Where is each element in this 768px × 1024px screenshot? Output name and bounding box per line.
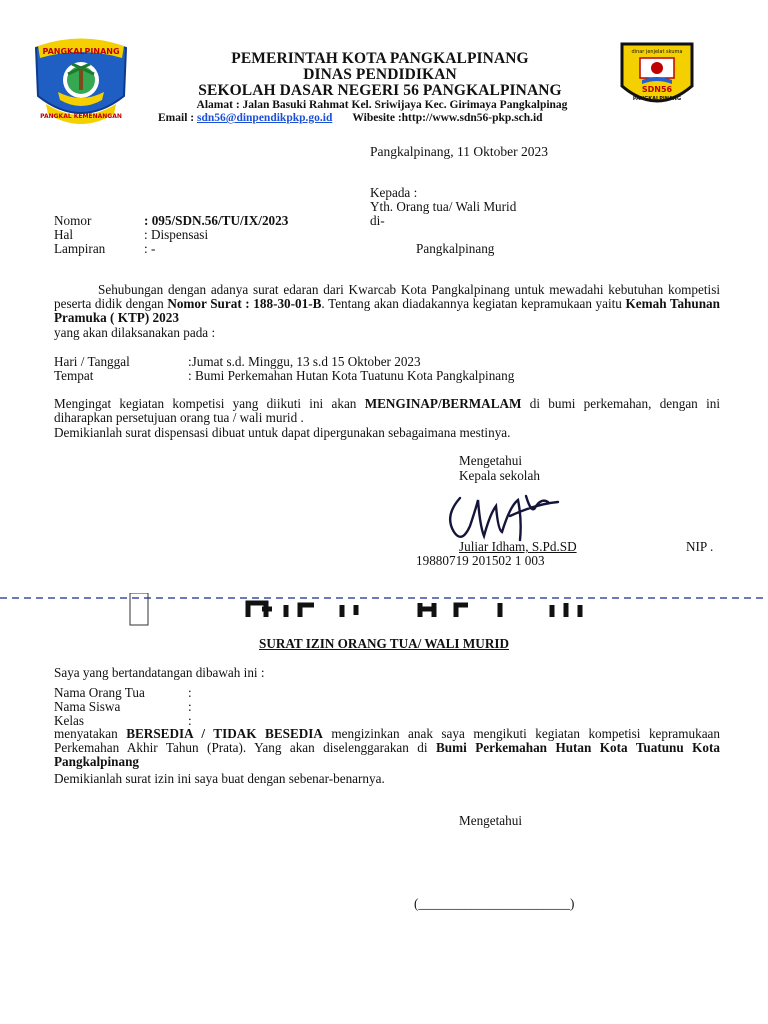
recipient-yth: Yth. Orang tua/ Wali Murid (370, 199, 517, 214)
city-emblem-logo (28, 34, 134, 126)
form-mengetahui: Mengetahui (459, 813, 522, 828)
recipient-city: Pangkalpinang (416, 241, 495, 256)
meta-hal-value: : Dispensasi (144, 227, 209, 242)
stmt-consent-choice: BERSEDIA / TIDAK BESEDIA (126, 726, 323, 741)
form-parent-field[interactable]: : (188, 685, 192, 700)
paragraph-overnight (54, 397, 720, 425)
para2-text-c: di bumi perkemahan, dengan ini diharapkan persetujuan orang tua / wali murid . (54, 396, 720, 425)
letterhead-government: PEMERINTAH KOTA PANGKALPINANG (231, 50, 529, 67)
letterhead-school: SEKOLAH DASAR NEGERI 56 PANGKALPINANG (198, 82, 562, 99)
meta-lampiran-value: : - (144, 241, 156, 256)
svg-text:PANGKALPINANG: PANGKALPINANG (632, 96, 682, 102)
meta-nomor-label: Nomor (54, 213, 92, 228)
para1-text-c: . Tentang akan diadakannya kegiatan kepramukaan yaitu (321, 296, 626, 311)
form-class-field[interactable]: : (188, 713, 192, 728)
schedule-date-value: :Jumat s.d. Minggu, 13 s.d 15 Oktober 2023 (188, 354, 421, 369)
place-date: Pangkalpinang, 11 Oktober 2023 (370, 144, 548, 159)
form-signature-line[interactable]: (_______________________) (414, 896, 575, 911)
form-intro: Saya yang bertandatangan dibawah ini : (54, 665, 265, 680)
letterhead-address: Alamat : Jalan Basuki Rahmat Kel. Sriwijaya Kec. Girimaya Pangkalpinag (196, 99, 568, 111)
email-label: Email : (158, 112, 197, 124)
form-student-label: Nama Siswa (54, 699, 121, 714)
paragraph-closing: Demikianlah surat dispensasi dibuat untuk dapat dipergunakan sebagaimana mestinya. (54, 425, 511, 440)
recipient-kepada: Kepada : (370, 185, 418, 200)
schedule-place-label: Tempat (54, 368, 94, 383)
schedule-place-value: : Bumi Perkemahan Hutan Kota Tuatunu Kota Pangkalpinang (188, 368, 515, 383)
svg-text:PANGKAL KEMENANGAN: PANGKAL KEMENANGAN (40, 113, 122, 120)
para2-overnight: MENGINAP/BERMALAM (364, 396, 522, 411)
form-parent-label: Nama Orang Tua (54, 685, 145, 700)
para2-text-a: Mengingat kegiatan kompetisi yang diikuti ini akan (54, 396, 365, 411)
sign-mengetahui: Mengetahui (459, 453, 522, 468)
form-title: SURAT IZIN ORANG TUA/ WALI MURID (259, 636, 509, 651)
recipient-di: di- (370, 213, 385, 228)
svg-text:SDN56: SDN56 (641, 85, 673, 94)
para1-text-a: Sehubungan dengan adanya surat edaran dari Kwarcab Kota Pangkalpinang untuk mewadahi kebutuhan kompetisi peserta didik dengan (54, 282, 720, 311)
form-statement (54, 727, 720, 769)
schedule-date-label: Hari / Tanggal (54, 354, 130, 369)
para1-letter-number: Nomor Surat : 188-30-01-B (167, 296, 322, 311)
letterhead-department: DINAS PENDIDIKAN (303, 66, 457, 83)
email-link[interactable]: sdn56@dinpendikpkp.go.id (196, 112, 333, 124)
stmt-text-a: menyatakan (54, 726, 127, 741)
paragraph-intro-end: yang akan dilaksanakan pada : (54, 325, 216, 340)
website-text: Wibesite :http://www.sdn56-pkp.sch.id (352, 112, 543, 124)
form-student-field[interactable]: : (188, 699, 192, 714)
scissor-cut-line (0, 593, 768, 633)
sign-nip-label: NIP . (686, 539, 714, 554)
meta-nomor-value: : 095/SDN.56/TU/IX/2023 (144, 213, 289, 228)
stmt-location: Bumi Perkemahan Hutan Kota Tuatunu Kota Pangkalpinang (54, 740, 720, 769)
sign-nip: 19880719 201502 1 003 (416, 553, 545, 568)
form-closing: Demikianlah surat izin ini saya buat dengan sebenar-benarnya. (54, 771, 385, 786)
school-logo (618, 40, 696, 112)
svg-text:PANGKALPINANG: PANGKALPINANG (42, 47, 120, 56)
sign-name: Juliar Idham, S.Pd.SD (459, 539, 577, 554)
svg-text:dinar jenjelat skuma: dinar jenjelat skuma (631, 49, 683, 55)
meta-lampiran-label: Lampiran (54, 241, 106, 256)
letterhead-contact (158, 112, 543, 124)
stmt-text-c: mengizinkan anak saya mengikuti kegiatan kompetisi kepramukaan Perkemahan Akhir Tahun (Prata). Yang akan diselenggarakan di (54, 726, 720, 755)
meta-hal-label: Hal (54, 227, 74, 242)
paragraph-intro (54, 283, 720, 325)
form-class-label: Kelas (54, 713, 85, 728)
sign-role: Kepala sekolah (459, 468, 540, 483)
para1-event-name: Kemah Tahunan Pramuka ( KTP) 2023 (54, 296, 720, 325)
